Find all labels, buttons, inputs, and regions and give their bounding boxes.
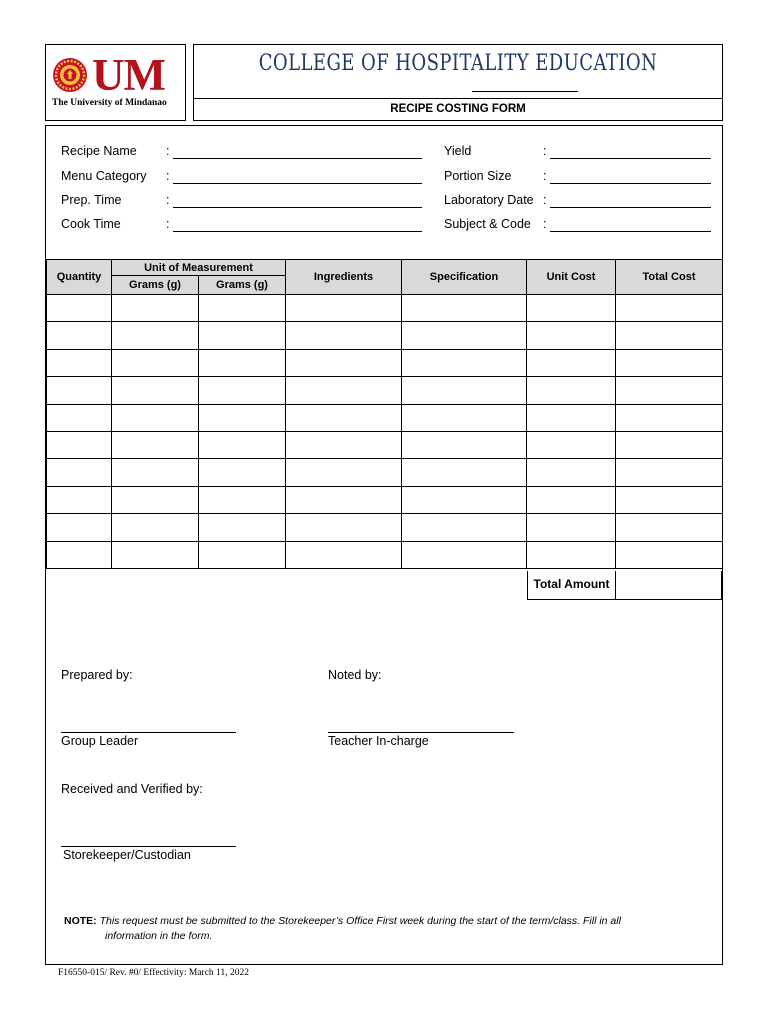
total-amount-field[interactable] [615,571,722,600]
noted-by-label: Noted by: [328,668,382,682]
col-header-quantity: Quantity [47,260,112,295]
table-cell[interactable] [199,404,286,431]
field-label-cook-time: Cook Time [61,217,121,231]
form-title: RECIPE COSTING FORM [193,98,723,121]
table-cell[interactable] [402,486,527,513]
menu-category-field[interactable] [173,183,422,184]
table-cell[interactable] [199,295,286,322]
col-header-unit-of-measurement: Unit of Measurement [112,260,286,276]
field-colon: : [543,217,547,231]
table-cell[interactable] [47,486,112,513]
table-cell[interactable] [47,322,112,349]
field-label-prep-time: Prep. Time [61,193,122,207]
field-colon: : [166,217,170,231]
field-label-recipe-name: Recipe Name [61,144,137,158]
table-cell[interactable] [402,541,527,568]
portion-size-field[interactable] [550,183,711,184]
table-row [47,431,723,458]
table-cell[interactable] [286,295,402,322]
table-cell[interactable] [112,349,199,376]
table-cell[interactable] [527,431,616,458]
table-cell[interactable] [527,349,616,376]
prep-time-field[interactable] [173,207,422,208]
table-row [47,349,723,376]
teacher-signature-line[interactable] [328,732,514,733]
cook-time-field[interactable] [173,231,422,232]
college-title: COLLEGE OF HOSPITALITY EDUCATION [258,51,658,76]
field-colon: : [543,169,547,183]
col-header-total-cost: Total Cost [616,260,723,295]
field-label-subject-code: Subject & Code [444,217,531,231]
table-row [47,459,723,486]
table-cell[interactable] [616,514,723,541]
table-cell[interactable] [616,431,723,458]
table-row [47,295,723,322]
table-cell[interactable] [286,486,402,513]
field-colon: : [166,193,170,207]
costing-table [46,259,723,569]
table-row [47,514,723,541]
col-header-grams: Grams (g) [112,276,199,295]
table-cell[interactable] [616,459,723,486]
table-cell[interactable] [286,541,402,568]
storekeeper-signature-line[interactable] [61,846,236,847]
table-cell[interactable] [286,459,402,486]
table-cell[interactable] [112,295,199,322]
table-cell[interactable] [616,404,723,431]
subject-code-field[interactable] [550,231,711,232]
teacher-in-charge-label: Teacher In-charge [328,734,429,748]
table-cell[interactable] [402,322,527,349]
group-leader-signature-line[interactable] [61,732,236,733]
field-colon: : [166,144,170,158]
table-cell[interactable] [47,541,112,568]
table-cell[interactable] [47,295,112,322]
university-seal-icon [52,57,88,93]
laboratory-date-field[interactable] [550,207,711,208]
table-cell[interactable] [199,377,286,404]
title-underline [472,91,578,92]
form-code-footer: F16550-015/ Rev. #0/ Effectivity: March 11, 2022 [58,968,249,978]
col-header-grams: Grams (g) [199,276,286,295]
table-cell[interactable] [112,541,199,568]
logo-text: UM [92,50,165,100]
note-line-2: information in the form. [105,930,213,942]
col-header-unit-cost: Unit Cost [527,260,616,295]
table-cell[interactable] [47,431,112,458]
table-cell[interactable] [527,459,616,486]
table-cell[interactable] [199,349,286,376]
table-cell[interactable] [47,377,112,404]
table-cell[interactable] [47,459,112,486]
table-cell[interactable] [199,459,286,486]
table-cell[interactable] [527,541,616,568]
form-body [45,125,723,965]
field-colon: : [166,169,170,183]
table-cell[interactable] [199,431,286,458]
note-label: NOTE: [64,915,97,927]
table-cell[interactable] [402,431,527,458]
table-cell[interactable] [199,541,286,568]
table-cell[interactable] [527,295,616,322]
table-cell[interactable] [112,404,199,431]
logo-box [45,44,186,121]
table-cell[interactable] [286,377,402,404]
storekeeper-label: Storekeeper/Custodian [63,848,191,862]
note-line-1: This request must be submitted to the Storekeeper’s Office First week during the start of the term/class. Fill in all [99,915,621,927]
table-row [47,322,723,349]
college-title-box [193,44,723,98]
col-header-ingredients: Ingredients [286,260,402,295]
table-cell[interactable] [286,404,402,431]
table-cell[interactable] [616,377,723,404]
table-cell[interactable] [616,349,723,376]
prepared-by-label: Prepared by: [61,668,133,682]
table-cell[interactable] [402,377,527,404]
yield-field[interactable] [550,158,711,159]
field-colon: : [543,144,547,158]
table-cell[interactable] [527,322,616,349]
table-cell[interactable] [47,404,112,431]
table-row [47,541,723,568]
table-cell[interactable] [47,514,112,541]
table-cell[interactable] [199,486,286,513]
table-cell[interactable] [47,349,112,376]
field-label-laboratory-date: Laboratory Date [444,193,534,207]
table-cell[interactable] [112,459,199,486]
field-label-portion-size: Portion Size [444,169,512,183]
table-cell[interactable] [286,322,402,349]
table-cell[interactable] [112,486,199,513]
received-verified-label: Received and Verified by: [61,782,203,796]
table-cell[interactable] [616,486,723,513]
table-cell[interactable] [112,431,199,458]
table-cell[interactable] [402,295,527,322]
table-cell[interactable] [616,322,723,349]
group-leader-label: Group Leader [61,734,139,748]
col-header-specification: Specification [402,260,527,295]
table-body [47,295,723,569]
field-colon: : [543,193,547,207]
table-cell[interactable] [286,514,402,541]
total-amount-label: Total Amount [527,571,616,600]
table-cell[interactable] [402,404,527,431]
university-name: The University of Mindanao [52,98,167,108]
table-cell[interactable] [402,514,527,541]
note [64,914,704,944]
table-cell[interactable] [616,541,723,568]
table-cell[interactable] [527,404,616,431]
table-cell[interactable] [402,459,527,486]
table-row [47,377,723,404]
field-label-menu-category: Menu Category [61,169,147,183]
table-cell[interactable] [286,349,402,376]
table-cell[interactable] [112,377,199,404]
table-cell[interactable] [402,349,527,376]
table-row [47,486,723,513]
table-cell[interactable] [112,514,199,541]
table-cell[interactable] [286,431,402,458]
table-cell[interactable] [527,486,616,513]
table-row [47,404,723,431]
table-cell[interactable] [112,322,199,349]
table-cell[interactable] [199,322,286,349]
field-label-yield: Yield [444,144,472,158]
table-cell[interactable] [527,514,616,541]
recipe-name-field[interactable] [173,158,422,159]
table-cell[interactable] [616,295,723,322]
table-cell[interactable] [527,377,616,404]
table-cell[interactable] [199,514,286,541]
